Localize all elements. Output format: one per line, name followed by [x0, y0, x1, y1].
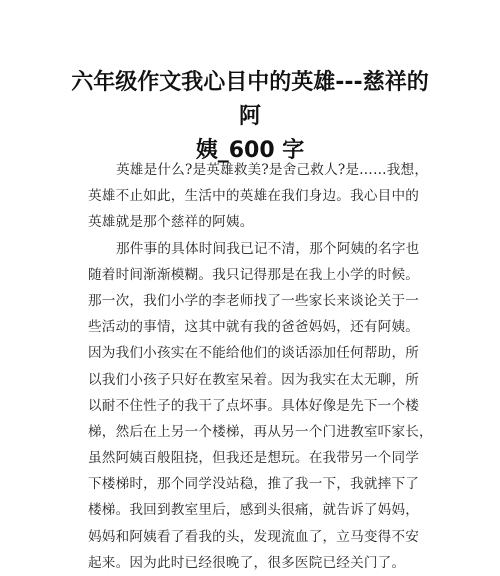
paragraph-1-line-2: 英雄不止如此，生活中的英雄在我们身边。我心目中的 — [88, 188, 420, 205]
document-title — [70, 66, 430, 168]
paragraph-2-line-12: 妈妈和阿姨看了看我的头，发现流血了，立马变得不安 — [88, 528, 420, 545]
paragraph-2-line-3: 那一次，我们小学的李老师找了一些家长来谈论关于一 — [88, 292, 420, 309]
paragraph-2-line-11: 楼梯。我回到教室里后，感到头很痛，就告诉了妈妈， — [88, 502, 420, 519]
paragraph-2-line-5: 因为我们小孩实在不能给他们的谈话添加任何帮助，所 — [88, 345, 420, 362]
document-body — [88, 157, 433, 576]
paragraph-2-line-13: 起来。因为此时已经很晚了，很多医院已经关门了。 — [88, 554, 406, 571]
paragraph-2-line-9: 虽然阿姨百般阻挠，但我还是想玩。在我带另一个同学 — [88, 450, 420, 467]
paragraph-1-line-3: 英雄就是那个慈祥的阿姨。 — [88, 214, 254, 231]
paragraph-2-line-4: 些活动的事情，这其中就有我的爸爸妈妈，还有阿姨。 — [88, 319, 420, 336]
title-line-2: 姨_600 字 — [195, 138, 305, 163]
paragraph-2-line-6: 以我们小孩子只好在教室呆着。因为我实在太无聊，所 — [88, 371, 420, 388]
paragraph-2-line-1: 那件事的具体时间我已记不清，那个阿姨的名字也 — [116, 240, 420, 257]
paragraph-2-line-2: 随着时间渐渐模糊。我只记得那是在我上小学的时候。 — [88, 266, 420, 283]
paragraph-2-line-10: 下楼梯时，那个同学没站稳，推了我一下，我就摔下了 — [88, 476, 420, 493]
paragraph-2-line-8: 梯，然后在上另一个楼梯，再从另一个门进教室吓家长， — [88, 423, 433, 440]
title-line-1: 六年级作文我心目中的英雄---慈祥的阿 — [71, 70, 429, 129]
paragraph-1-line-1: 英雄是什么?是英雄救美?是舍己救人?是……我想， — [116, 162, 429, 178]
paragraph-2-line-7: 以耐不住性子的我干了点坏事。具体好像是先下一个楼 — [88, 397, 420, 414]
